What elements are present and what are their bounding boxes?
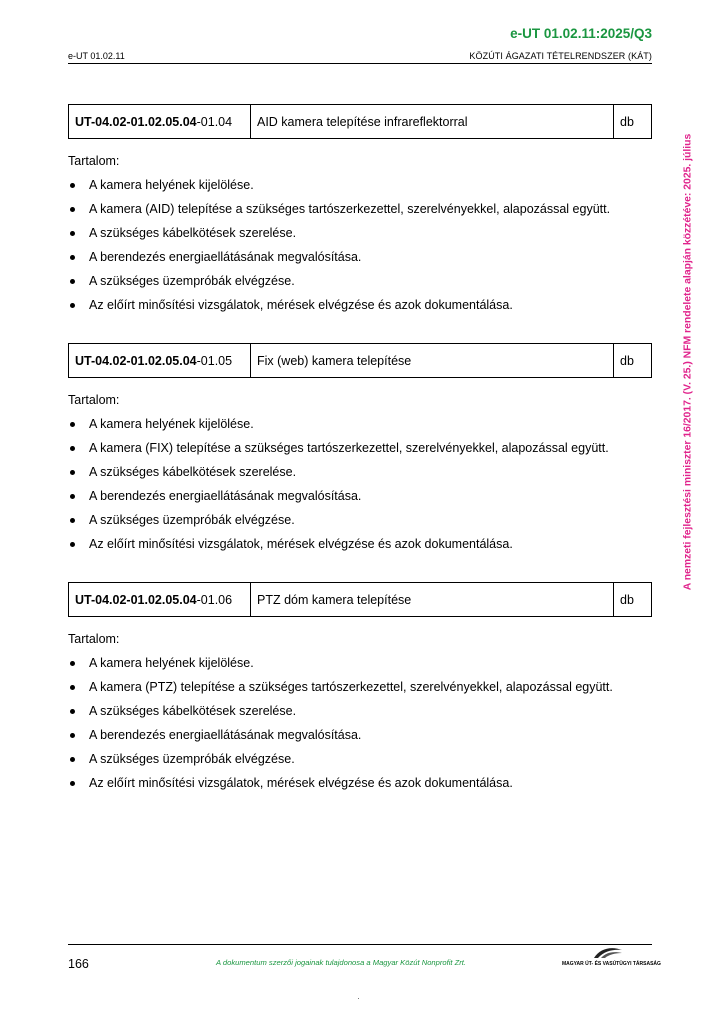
page-number: 166 — [68, 957, 89, 971]
list-item: A kamera (FIX) telepítése a szükséges tartószerkezettel, szerelvényekkel, alapozással együtt. — [68, 436, 652, 460]
header-divider — [68, 63, 652, 64]
list-item: A kamera (PTZ) telepítése a szükséges tartószerkezettel, szerelvényekkel, alapozással együtt. — [68, 675, 652, 699]
item-header-table — [68, 343, 652, 378]
list-item: A szükséges kábelkötések szerelése. — [68, 221, 652, 245]
item-code-suffix: -01.06 — [196, 592, 233, 607]
item-title-cell: AID kamera telepítése infrareflektorral — [251, 105, 614, 139]
content-label: Tartalom: — [68, 632, 120, 646]
item-section-3 — [68, 582, 652, 795]
item-code-cell — [69, 105, 251, 139]
item-code-cell — [69, 344, 251, 378]
content-bullet-list — [68, 651, 652, 795]
item-code-cell — [69, 583, 251, 617]
item-unit-cell: db — [614, 105, 652, 139]
footer-divider — [68, 944, 652, 945]
side-publication-text: A nemzeti fejlesztési miniszter 16/2017. (V. 25.) NFM rendelete alapján közzétéve: 2025. július — [682, 133, 694, 591]
list-item: A szükséges kábelkötések szerelése. — [68, 699, 652, 723]
road-swoosh-icon — [592, 946, 624, 960]
item-code-suffix: -01.04 — [196, 114, 233, 129]
item-header-row — [69, 105, 652, 139]
item-header-row — [69, 344, 652, 378]
content-bullet-list — [68, 412, 652, 556]
list-item: A berendezés energiaellátásának megvalósítása. — [68, 245, 652, 269]
list-item: A szükséges üzempróbák elvégzése. — [68, 747, 652, 771]
item-header-table — [68, 582, 652, 617]
page-mark — [358, 998, 359, 999]
item-unit-cell: db — [614, 583, 652, 617]
list-item: A szükséges üzempróbák elvégzése. — [68, 508, 652, 532]
item-header-row — [69, 583, 652, 617]
list-item: A berendezés energiaellátásának megvalósítása. — [68, 484, 652, 508]
item-code-suffix: -01.05 — [196, 353, 233, 368]
list-item: Az előírt minősítési vizsgálatok, mérések elvégzése és azok dokumentálása. — [68, 293, 652, 317]
footer-copyright: A dokumentum szerzői jogainak tulajdonosa a Magyar Közút Nonprofit Zrt. — [216, 958, 467, 967]
list-item: A szükséges üzempróbák elvégzése. — [68, 269, 652, 293]
list-item: A kamera (AID) telepítése a szükséges tartószerkezettel, szerelvényekkel, alapozással együtt. — [68, 197, 652, 221]
item-section-2 — [68, 343, 652, 556]
list-item: A kamera helyének kijelölése. — [68, 651, 652, 675]
header-left-code: e-UT 01.02.11 — [68, 51, 125, 61]
item-section-1 — [68, 104, 652, 317]
footer-logo-text: MAGYAR ÚT- ÉS VASÚTÜGYI TÁRSASÁG — [562, 961, 661, 967]
footer-logo — [562, 946, 661, 968]
content-label: Tartalom: — [68, 154, 120, 168]
document-code: e-UT 01.02.11:2025/Q3 — [510, 26, 652, 41]
list-item: A kamera helyének kijelölése. — [68, 412, 652, 436]
list-item: A szükséges kábelkötések szerelése. — [68, 460, 652, 484]
list-item: A berendezés energiaellátásának megvalósítása. — [68, 723, 652, 747]
item-code-bold: UT-04.02-01.02.05.04 — [75, 592, 197, 607]
item-code-bold: UT-04.02-01.02.05.04 — [75, 353, 197, 368]
item-title-cell: PTZ dóm kamera telepítése — [251, 583, 614, 617]
item-header-table — [68, 104, 652, 139]
item-unit-cell: db — [614, 344, 652, 378]
list-item: Az előírt minősítési vizsgálatok, mérések elvégzése és azok dokumentálása. — [68, 771, 652, 795]
content-bullet-list — [68, 173, 652, 317]
content-label: Tartalom: — [68, 393, 120, 407]
header-right-title: KÖZÚTI ÁGAZATI TÉTELRENDSZER (KÁT) — [469, 51, 652, 61]
list-item: Az előírt minősítési vizsgálatok, mérések elvégzése és azok dokumentálása. — [68, 532, 652, 556]
item-code-bold: UT-04.02-01.02.05.04 — [75, 114, 197, 129]
list-item: A kamera helyének kijelölése. — [68, 173, 652, 197]
item-title-cell: Fix (web) kamera telepítése — [251, 344, 614, 378]
